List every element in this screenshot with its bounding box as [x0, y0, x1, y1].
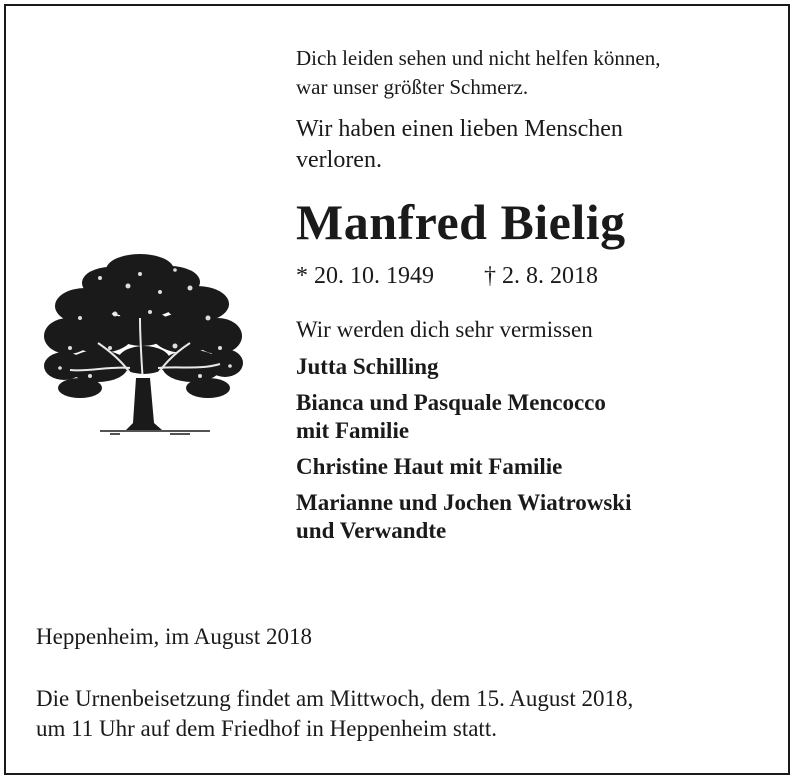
mourner-line: Jutta Schilling — [296, 354, 439, 379]
mourner-entry — [296, 453, 756, 481]
mourner-entry — [296, 389, 756, 445]
verse-1 — [296, 44, 756, 102]
burial-notice — [36, 684, 776, 744]
mourner-entry — [296, 353, 756, 381]
mourner-line: Marianne und Jochen Wiatrowski — [296, 490, 632, 515]
place-date: Heppenheim, im August 2018 — [36, 624, 312, 649]
verse-1-line: Dich leiden sehen und nicht helfen können, — [296, 46, 661, 70]
notice-line: um 11 Uhr auf dem Friedhof in Heppenheim statt. — [36, 716, 497, 741]
verse-2 — [296, 114, 756, 176]
main-text-column — [296, 44, 756, 545]
mourner-entry — [296, 489, 756, 545]
notice-line: Die Urnenbeisetzung findet am Mittwoch, dem 15. August 2018, — [36, 686, 634, 711]
mourner-line: und Verwandte — [296, 518, 447, 543]
birth-date: * 20. 10. 1949 — [296, 263, 434, 289]
death-date: † 2. 8. 2018 — [484, 263, 598, 289]
mourner-line: mit Familie — [296, 418, 410, 443]
tree-icon — [40, 248, 245, 438]
verse-2-line: Wir haben einen lieben Menschen — [296, 116, 623, 142]
verse-2-line: verloren. — [296, 147, 382, 173]
mourner-line: Christine Haut mit Familie — [296, 454, 563, 479]
deceased-name: Manfred Bielig — [296, 194, 626, 250]
verse-1-line: war unser größter Schmerz. — [296, 75, 529, 99]
miss-line: Wir werden dich sehr vermissen — [296, 317, 593, 342]
mourner-line: Bianca und Pasquale Mencocco — [296, 390, 606, 415]
life-dates — [296, 261, 756, 291]
